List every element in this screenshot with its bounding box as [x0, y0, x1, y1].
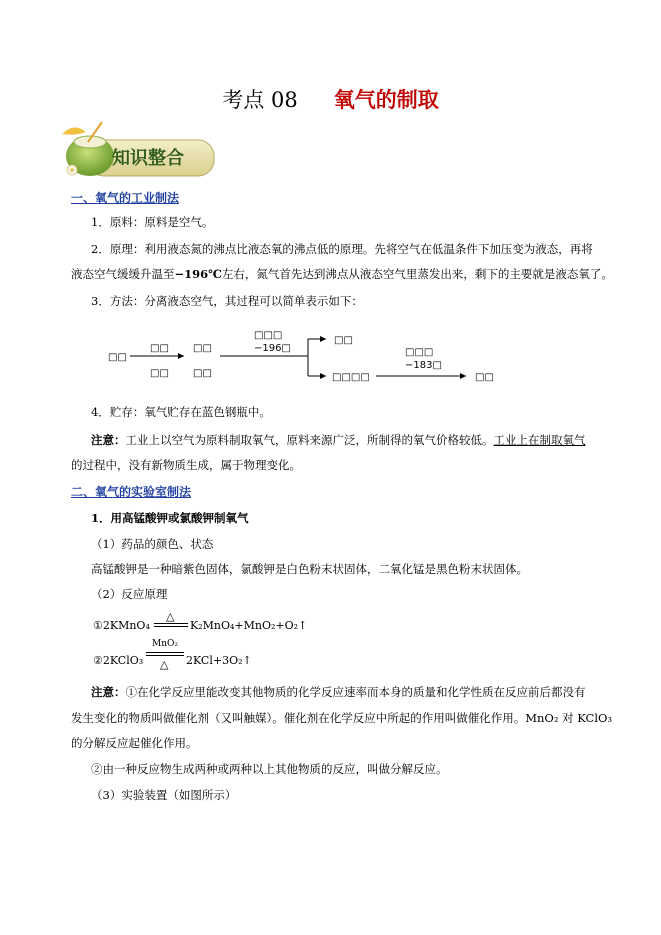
- flow-output-nitrogen: □□: [334, 335, 353, 346]
- page-title: [0, 84, 661, 114]
- temperature-value: −196℃: [174, 267, 222, 281]
- paragraph-note2-line3: 的分解反应起催化作用。: [71, 736, 198, 750]
- equation-1-left: ①2KMnO₄: [93, 619, 150, 632]
- knowledge-banner: [60, 120, 220, 182]
- flow-arrow2-top: □□□: [254, 330, 283, 341]
- paragraph-note2-line2: 发生变化的物质叫做催化剂（又叫触媒）。催化剂在化学反应中所起的作用叫做催化作用。MnO₂ 对 KClO₃: [71, 711, 613, 725]
- flow-node-3b: □□: [193, 368, 212, 379]
- flow-arrow3-bottom: −183□: [405, 360, 442, 371]
- item-reaction-heading: （2）反应原理: [91, 587, 168, 601]
- subheading-permanganate: 1．用高锰酸钾或氯酸钾制氧气: [91, 511, 249, 525]
- title-main: 氧气的制取: [333, 87, 439, 112]
- item-apparatus-heading: （3）实验装置（如图所示）: [91, 788, 237, 802]
- flow-node-2b: □□: [193, 343, 212, 354]
- paragraph-decomposition: ②由一种反应物生成两种或两种以上其他物质的反应，叫做分解反应。: [91, 762, 448, 776]
- flow-node-2a: □□: [150, 368, 169, 379]
- equation-1-right: K₂MnO₄+MnO₂+O₂↑: [190, 619, 308, 632]
- flow-output-liquid: □□□□: [332, 372, 370, 383]
- paragraph-principle-line2: 液态空气缓缓升温至−196℃左右，氮气首先达到沸点从液态空气里蒸发出来，剩下的主要就是液态氧了。: [71, 267, 613, 281]
- equation-2-condition: MnO₂ △: [146, 639, 184, 675]
- equation-2-right: 2KCl+3O₂↑: [186, 654, 252, 667]
- paragraph-principle-line1: 2．原理：利用液态氮的沸点比液态氧的沸点低的原理。先将空气在低温条件下加压变为液态，再将: [91, 242, 593, 256]
- flow-arrow1-label: □□: [150, 343, 169, 354]
- equation-2-left: ②2KClO₃: [93, 654, 144, 667]
- flow-output-oxygen: □□: [475, 372, 494, 383]
- coconut-icon: [62, 122, 114, 176]
- paragraph-colors: 高锰酸钾是一种暗紫色固体，氯酸钾是白色粉末状固体，二氧化锰是黑色粉末状固体。: [91, 562, 528, 576]
- paragraph-note1-line1: 注意：工业上以空气为原料制取氧气，原料来源广泛，所制得的氧气价格较低。工业上在制取氧气: [91, 433, 586, 447]
- section-heading-lab: 二、氧气的实验室制法: [71, 485, 192, 499]
- title-prefix: 考点 08: [222, 88, 298, 112]
- equation-1-condition: △: [154, 610, 188, 632]
- paragraph-method: 3．方法：分离液态空气，其过程可以简单表示如下：: [91, 294, 363, 308]
- separation-flow-diagram: [100, 322, 520, 392]
- item-colors-heading: （1）药品的颜色、状态: [91, 537, 214, 551]
- paragraph-note2-line1: 注意：①在化学反应里能改变其他物质的化学反应速率而本身的质量和化学性质在反应前后都没有: [91, 685, 586, 699]
- flow-arrow2-bottom: −196□: [254, 343, 291, 354]
- banner-label: 知识整合: [112, 148, 184, 169]
- paragraph-storage: 4．贮存：氧气贮存在蓝色钢瓶中。: [91, 405, 271, 419]
- flow-arrow3-top: □□□: [405, 347, 434, 358]
- paragraph-raw-material: 1．原料：原料是空气。: [91, 215, 214, 229]
- paragraph-note1-line2: 的过程中，没有新物质生成，属于物理变化。: [71, 458, 301, 472]
- flow-node-air: □□: [108, 352, 127, 363]
- section-heading-industrial: 一、氧气的工业制法: [71, 191, 180, 205]
